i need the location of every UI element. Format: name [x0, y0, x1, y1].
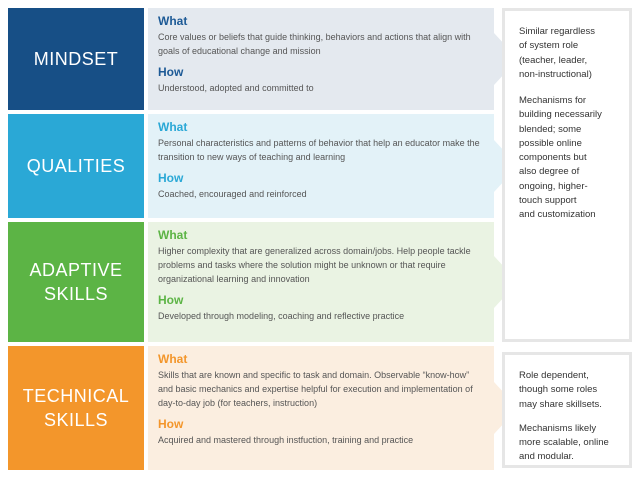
mindset-what-heading: What [158, 14, 188, 28]
side-note-lower [502, 352, 632, 468]
mindset-label: MINDSET [8, 8, 144, 110]
mindset-what-text: Core values or beliefs that guide thinking, behaviors and actions that align with goals of educational change and mission [158, 32, 471, 56]
mindset-panel [148, 8, 494, 110]
technical-skills-label: TECHNICAL SKILLS [8, 346, 144, 470]
technical-skills-panel [148, 346, 494, 470]
technical-how-text: Acquired and mastered through instfuction, training and practice [158, 434, 414, 445]
side-note-upper-para-1: Similar regardless of system role (teacher, leader, non-instructional) [519, 26, 596, 80]
adaptive-what-heading: What [158, 228, 188, 242]
side-note-upper [502, 8, 632, 342]
qualities-how-heading: How [158, 170, 184, 185]
side-note-upper-para-2: Mechanisms for building necessarily blended; some possible online components but also degree of ongoing, higher- touch support and customization [519, 95, 602, 220]
technical-what-heading: What [158, 352, 188, 366]
mindset-how-text: Understood, adopted and committed to [158, 82, 314, 93]
qualities-label: QUALITIES [8, 114, 144, 218]
adaptive-skills-label: ADAPTIVE SKILLS [8, 222, 144, 342]
qualities-how-text: Coached, encouraged and reinforced [158, 188, 307, 199]
side-note-lower-para-2: Mechanisms likely more scalable, online and modular. [519, 422, 609, 463]
mindset-how-heading: How [158, 64, 184, 79]
qualities-what-text: Personal characteristics and patterns of behavior that help an educator make the transition to new ways of teaching and learning [158, 138, 480, 162]
qualities-what-heading: What [158, 120, 188, 134]
technical-what-text: Skills that are known and specific to task and domain. Observable “know-how” and basic mechanics and expertise helpful for execution and implementation of day-to-day job (for teachers, instruction) [158, 370, 473, 408]
qualities-panel [148, 114, 494, 218]
adaptive-how-text: Developed through modeling, coaching and reflective practice [158, 310, 405, 321]
technical-how-heading: How [158, 416, 184, 431]
side-note-lower-para-1: Role dependent, though some roles may share skillsets. [519, 370, 602, 410]
adaptive-what-text: Higher complexity that are generalized across domain/jobs. Help people tackle problems and tasks where the solution might be unknown or that require organizational learning and innovation [158, 246, 471, 284]
adaptive-skills-panel [148, 222, 494, 342]
adaptive-how-heading: How [158, 292, 184, 307]
